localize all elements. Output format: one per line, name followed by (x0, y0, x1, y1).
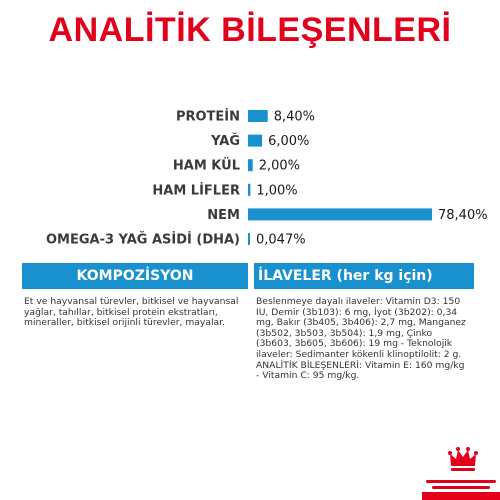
category-label: OMEGA-3 YAĞ ASİDİ (DHA) (45, 232, 240, 248)
category-label: HAM LİFLER (152, 183, 240, 199)
value-label: 6,00% (268, 134, 310, 150)
category-label: HAM KÜL (172, 158, 240, 174)
additives-text: Beslenmeye dayalı ilaveler: Vitamin D3: 150 IU, Demir (3b103): 6 mg, İyot (3b202): 0,34 mg, Bakır (3b405, 3b406): 2,7 mg, Manganez (3b502, 3b503, 3b504): 1,9 mg, Çinko (3b603, 3b605, 3b606): 19 mg - Teknolojik ilaveler: Sedimanter kökenli klinoptilolit: 2 g. ANALİTİK BİLEŞENLERİ: Vitamin E: 160 mg/kg - Vitamin C: 95 mg/kg. (256, 296, 466, 382)
composition-text: Et ve hayvansal türevler, bitkisel ve hayvansal yağlar, tahıllar, bitkisel protein ekstratları, mineraller, bitkisel orijinli türevler, mayalar. (24, 296, 239, 329)
value-label: 78,40% (438, 207, 488, 223)
category-label: YAĞ (211, 134, 240, 150)
bar (248, 135, 262, 147)
additives-heading: İLAVELER (her kg için) (254, 263, 474, 289)
bar (248, 184, 250, 196)
value-label: 1,00% (256, 183, 298, 199)
category-label: NEM (207, 207, 240, 223)
bar (248, 233, 250, 245)
royal-canin-crown-icon (448, 444, 478, 474)
bar (248, 159, 253, 171)
value-label: 2,00% (258, 158, 301, 174)
bar (248, 208, 432, 220)
value-label: 8,40% (273, 109, 316, 125)
category-label: PROTEİN (175, 109, 240, 125)
brand-wordmark-shape (422, 478, 500, 500)
value-label: 0,047% (256, 232, 306, 248)
bar (248, 110, 268, 122)
composition-heading: KOMPOZİSYON (22, 263, 248, 289)
page-title: ANALİTİK BİLEŞENLERİ (48, 11, 452, 49)
nutrient-bar-chart (0, 98, 500, 258)
